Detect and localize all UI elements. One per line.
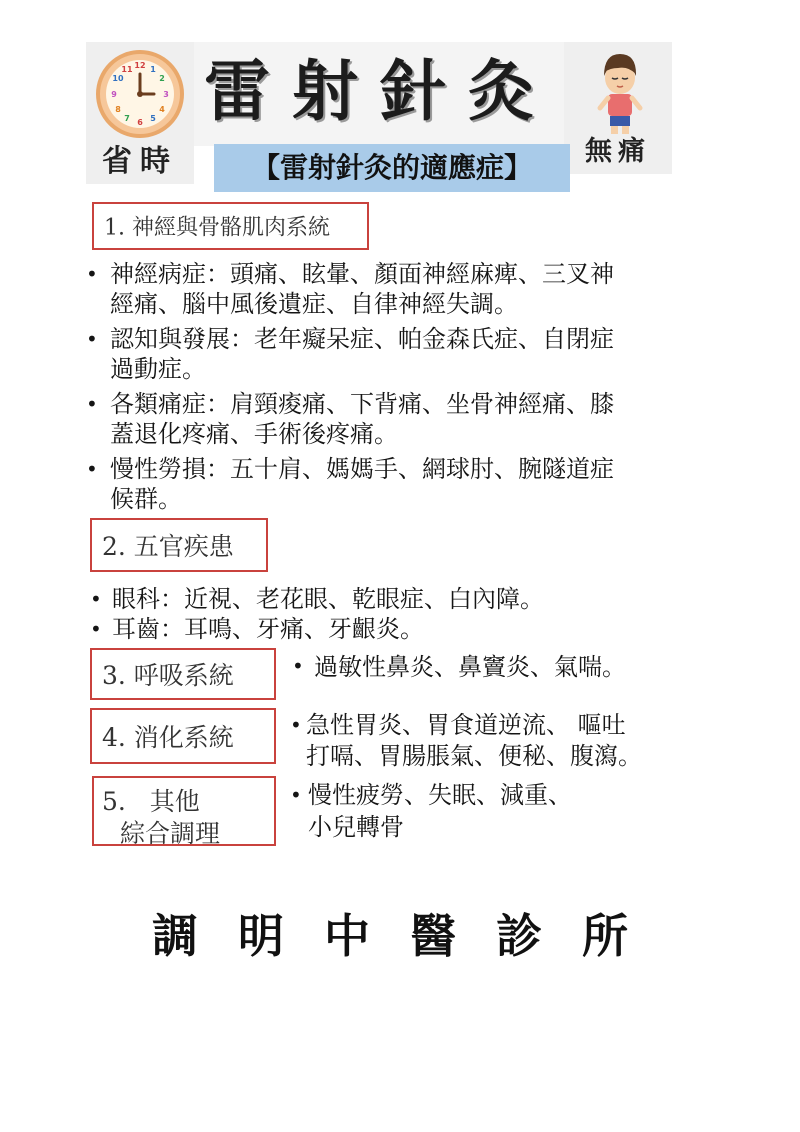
clinic-name: 調明中醫診所: [152, 909, 668, 963]
list-item: 過動症。: [110, 355, 206, 383]
page-title: 雷射針灸: [204, 53, 556, 130]
list-item: 過敏性鼻炎、鼻竇炎、氣喘。: [314, 653, 626, 681]
svg-text:7: 7: [124, 114, 130, 123]
svg-text:2: 2: [159, 74, 165, 83]
painless-label: 無痛: [585, 136, 651, 167]
list-item: 耳齒：耳鳴、牙痛、牙齦炎。: [112, 615, 424, 643]
bullet-icon: •: [86, 262, 98, 286]
section-heading-other: [92, 776, 276, 846]
section-heading-text: 4. 消化系統: [102, 723, 234, 752]
bullet-icon: •: [86, 457, 98, 481]
bullet-icon: •: [86, 392, 98, 416]
svg-text:4: 4: [159, 105, 165, 114]
section-heading-text: 綜合調理: [120, 819, 221, 848]
time-saving-label: 省時: [102, 144, 178, 179]
calm-child-icon: [564, 46, 672, 138]
time-saving-tile: [86, 42, 194, 184]
section-heading-respiratory: [90, 648, 276, 700]
section-heading-text: 2. 五官疾患: [102, 532, 234, 561]
svg-text:8: 8: [115, 105, 121, 114]
bullet-icon: •: [90, 587, 102, 611]
bullet-icon: •: [90, 617, 102, 641]
list-item: 神經病症：頭痛、眩暈、顏面神經麻痺、三叉神: [110, 260, 614, 288]
bullet-icon: •: [290, 783, 302, 807]
svg-text:5: 5: [150, 114, 156, 123]
svg-text:6: 6: [137, 118, 143, 127]
list-item: 經痛、腦中風後遺症、自律神經失調。: [110, 290, 518, 318]
section-heading-text: 5. 其他: [102, 787, 200, 816]
section-heading-text: 3. 呼吸系統: [102, 661, 234, 690]
svg-text:3: 3: [163, 90, 169, 99]
section-heading-facial-senses: [90, 518, 268, 572]
list-item: 蓋退化疼痛、手術後疼痛。: [110, 420, 398, 448]
svg-text:9: 9: [111, 90, 117, 99]
list-item: 各類痛症：肩頸痠痛、下背痛、坐骨神經痛、膝: [110, 390, 614, 418]
bullet-icon: •: [292, 654, 304, 678]
list-item: 小兒轉骨: [308, 813, 404, 841]
list-item: 慢性勞損：五十肩、媽媽手、網球肘、腕隧道症: [110, 455, 614, 483]
svg-text:10: 10: [112, 74, 124, 83]
bullet-icon: •: [86, 327, 98, 351]
bullet-icon: •: [290, 713, 302, 737]
list-item: 打嗝、胃腸脹氣、便秘、腹瀉。: [306, 742, 642, 770]
painless-tile: [564, 42, 672, 174]
list-item: 候群。: [110, 485, 182, 513]
list-item: 急性胃炎、胃食道逆流、 嘔吐: [306, 711, 626, 739]
svg-text:1: 1: [150, 65, 156, 74]
subtitle-banner: 【雷射針灸的適應症】: [214, 144, 570, 192]
list-item: 眼科：近視、老花眼、乾眼症、白內障。: [112, 585, 544, 613]
list-item: 慢性疲勞、失眠、減重、: [308, 781, 572, 809]
section-heading-nervous-musculoskeletal: [92, 202, 369, 250]
svg-text:12: 12: [134, 61, 146, 70]
clock-icon: [86, 44, 194, 144]
section-heading-text: 1. 神經與骨骼肌肉系統: [104, 215, 330, 241]
section-heading-digestive: [90, 708, 276, 764]
svg-text:11: 11: [121, 65, 133, 74]
list-item: 認知與發展：老年癡呆症、帕金森氏症、自閉症: [110, 325, 614, 353]
